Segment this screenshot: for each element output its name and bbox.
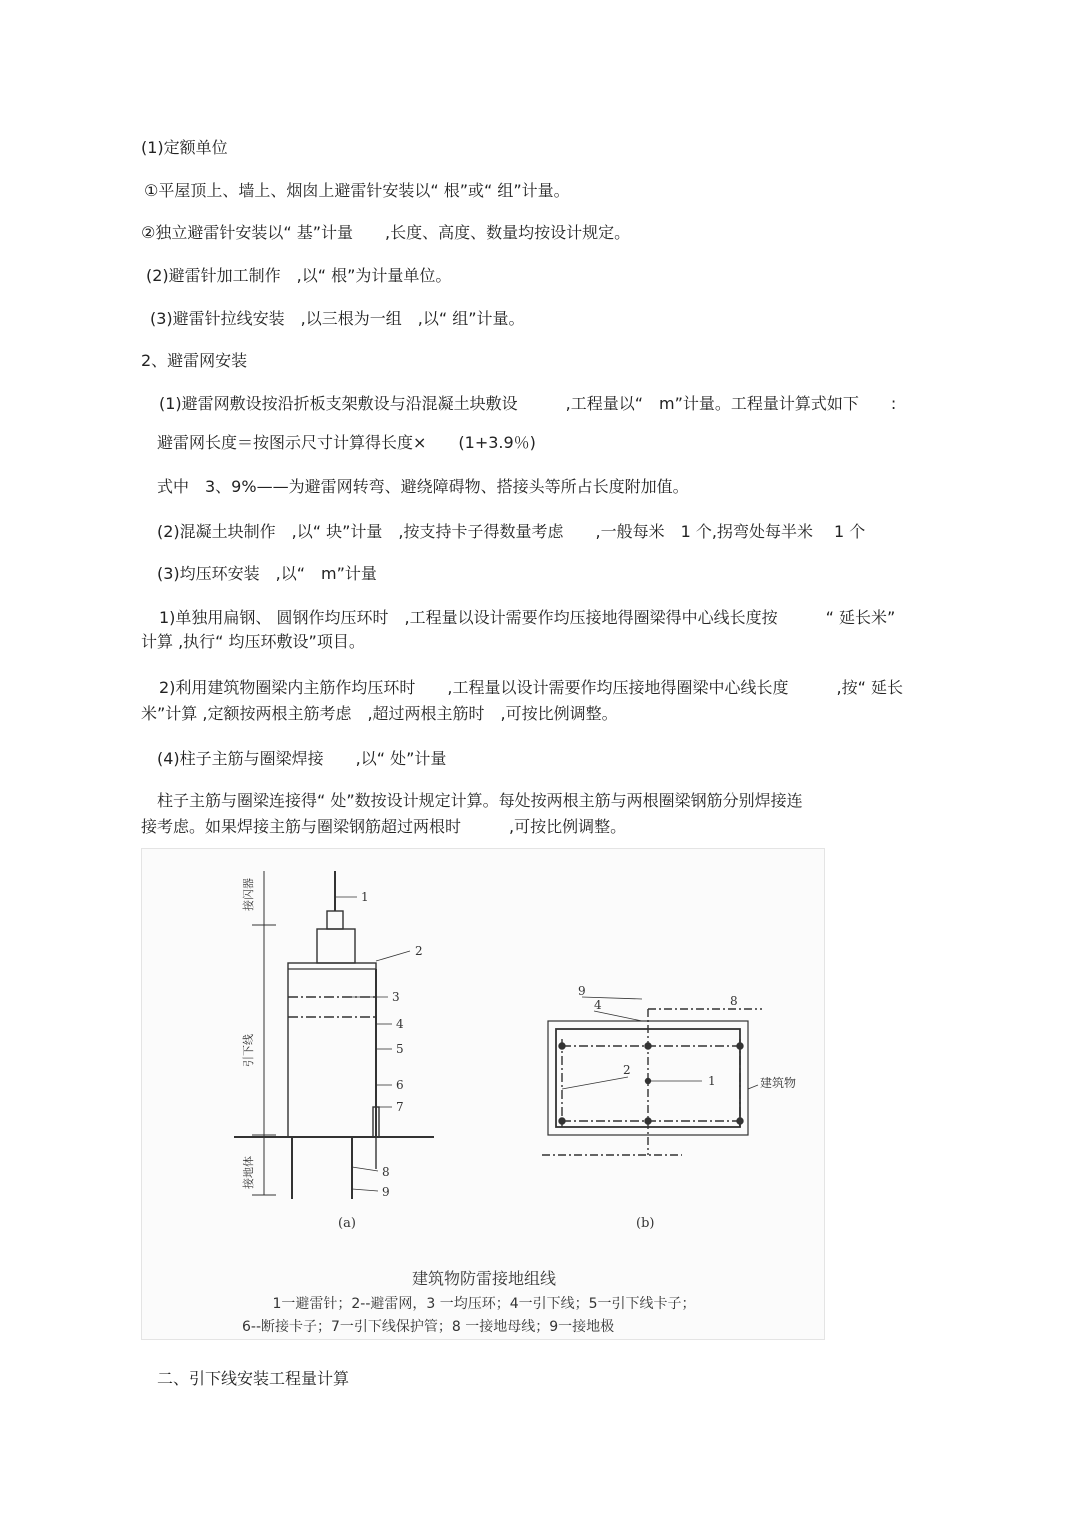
side-label-down-conductor: 引下线 xyxy=(242,1034,255,1067)
figure-labels xyxy=(241,878,796,1231)
callout-a-1: 1 xyxy=(361,890,369,904)
callout-a-5: 5 xyxy=(396,1042,404,1056)
callout-a-9: 9 xyxy=(382,1185,390,1199)
callout-a-2: 2 xyxy=(415,944,423,958)
figure-legend-line-2: 6--断接卡子；7一引下线保护管；8 一接地母线；9一接地极 xyxy=(242,1319,615,1335)
callout-a-8: 8 xyxy=(382,1165,390,1179)
para-standalone-rod: ②独立避雷针安装以“ 基”计量 ,长度、高度、数量均按设计规定。 xyxy=(141,223,631,242)
callout-a-3: 3 xyxy=(392,990,400,1004)
subfigure-label-a: (a) xyxy=(338,1216,356,1231)
para-quota-unit: (1)定额单位 xyxy=(141,138,228,157)
diagram-b xyxy=(542,997,762,1155)
para-mesh-laying: (1)避雷网敷设按沿折板支架敷设与沿混凝土块敷设 ,工程量以“ m”计量。工程量计算式如下 : xyxy=(159,394,897,413)
callout-b-1: 1 xyxy=(708,1074,716,1088)
para-rebar-ring-cont: 米”计算 ,定额按两根主筋考虑 ,超过两根主筋时 ,可按比例调整。 xyxy=(141,704,618,723)
section-heading-down-conductor: 二、引下线安装工程量计算 xyxy=(157,1369,350,1388)
lightning-grounding-figure xyxy=(141,848,825,1340)
callout-b-4: 4 xyxy=(594,998,602,1012)
side-label-air-terminal: 接闪器 xyxy=(242,878,255,911)
para-rod-guy-wire: (3)避雷针拉线安装 ,以三根为一组 ,以“ 组”计量。 xyxy=(150,309,525,328)
para-flat-steel-ring-cont: 计算 ,执行“ 均压环敷设”项目。 xyxy=(141,632,365,651)
subfigure-label-b: (b) xyxy=(636,1216,655,1231)
para-rod-fabrication: (2)避雷针加工制作 ,以“ 根”为计量单位。 xyxy=(146,266,452,285)
para-formula-note: 式中 3、9%——为避雷网转弯、避绕障碍物、搭接头等所占长度附加值。 xyxy=(157,477,689,496)
para-mesh-formula: 避雷网长度＝按图示尺寸计算得长度× (1+3.9％) xyxy=(157,433,536,452)
figure-title: 建筑物防雷接地组线 xyxy=(411,1269,556,1288)
para-concrete-block: (2)混凝土块制作 ,以“ 块”计量 ,按支持卡子得数量考虑 ,一般每米 1 个,拐弯处每半米 1 个 xyxy=(157,522,866,541)
section-heading-mesh: 2、避雷网安装 xyxy=(141,351,248,370)
diagram-a xyxy=(234,871,434,1199)
callout-a-6: 6 xyxy=(396,1078,404,1092)
callout-a-7: 7 xyxy=(396,1100,404,1114)
figure-legend-line-1: 1一避雷针；2--避雷网，3 一均压环；4一引下线；5一引下线卡子； xyxy=(272,1296,696,1312)
callout-b-2: 2 xyxy=(623,1063,631,1077)
side-label-earth-electrode: 接地体 xyxy=(242,1156,255,1189)
callout-a-4: 4 xyxy=(396,1017,404,1031)
callout-b-9: 9 xyxy=(578,984,586,998)
callout-b-8: 8 xyxy=(730,994,738,1008)
para-rebar-ring: 2)利用建筑物圈梁内主筋作均压环时 ,工程量以设计需要作均压接地得圈梁中心线长度 ,按“ 延长 xyxy=(159,678,903,697)
para-roof-lightning-rod: ①平屋顶上、墙上、烟囱上避雷针安装以“ 根”或“ 组”计量。 xyxy=(144,181,570,200)
para-column-welding-detail-cont: 接考虑。如果焊接主筋与圈梁钢筋超过两根时 ,可按比例调整。 xyxy=(141,817,627,836)
figure-drawing xyxy=(142,849,826,1341)
para-column-welding-detail: 柱子主筋与圈梁连接得“ 处”数按设计规定计算。每处按两根主筋与两根圈梁钢筋分别焊接连 xyxy=(157,791,803,810)
para-equalizing-ring: (3)均压环安装 ,以“ m”计量 xyxy=(157,564,377,583)
para-column-welding: (4)柱子主筋与圈梁焊接 ,以“ 处”计量 xyxy=(157,749,447,768)
para-flat-steel-ring: 1)单独用扁钢、 圆钢作均压环时 ,工程量以设计需要作均压接地得圈梁得中心线长度按 “ 延长米” xyxy=(159,608,896,627)
building-label: 建筑物 xyxy=(760,1076,797,1090)
